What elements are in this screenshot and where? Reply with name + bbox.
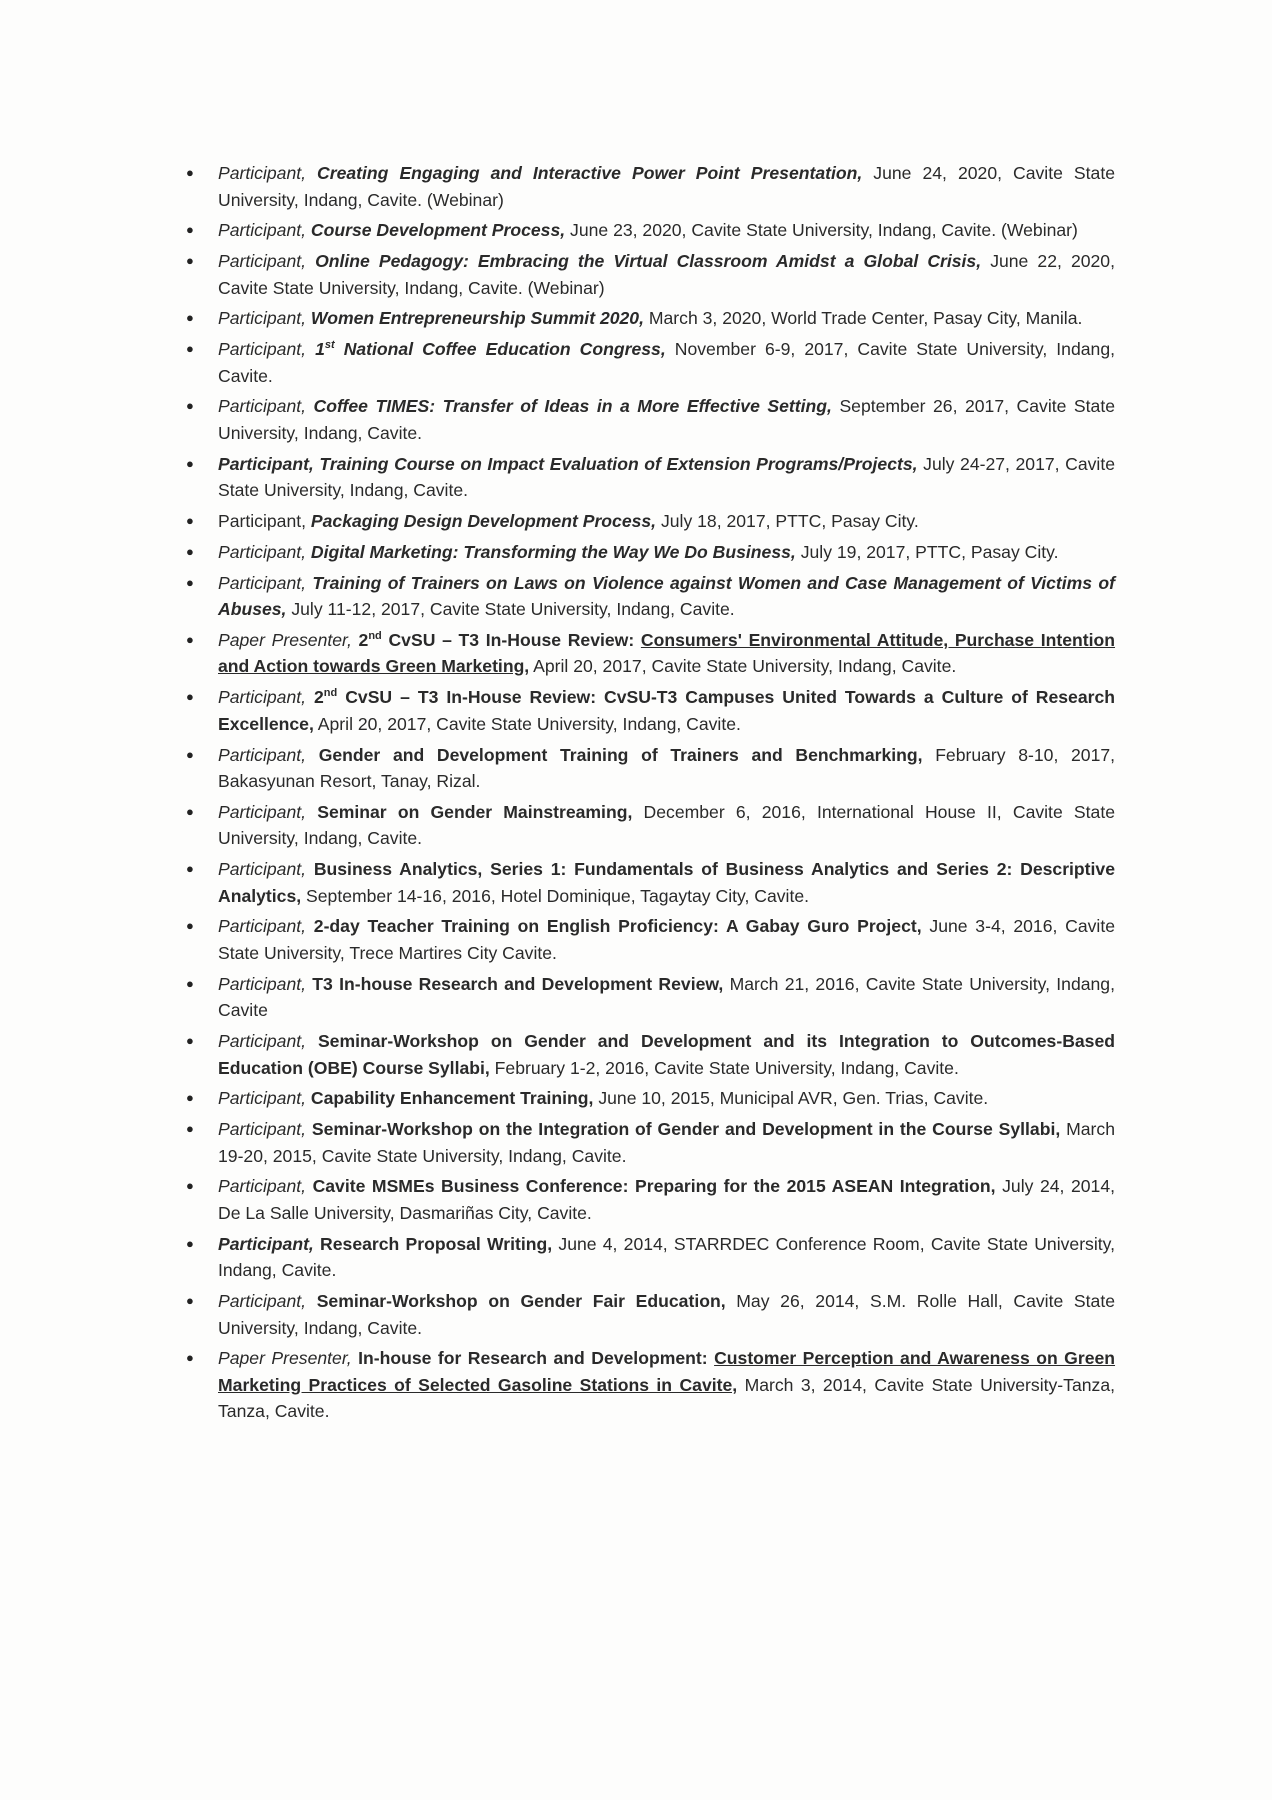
ordinal-suffix: nd: [323, 687, 338, 700]
bullet-icon: ●: [186, 513, 194, 529]
ordinal-suffix: st: [324, 339, 335, 352]
entry-role: Participant,: [218, 916, 307, 937]
bullet-icon: ●: [186, 574, 194, 590]
entry-role: Paper Presenter,: [218, 1348, 352, 1369]
entry-title-ordinal: [314, 687, 337, 707]
entry-title: Seminar-Workshop on Gender Fair Education,: [316, 1291, 726, 1312]
entry-role: Participant,: [218, 1233, 314, 1254]
bullet-icon: ●: [186, 1121, 194, 1137]
entry-details: April 20, 2017, Cavite State University, Indang, Cavite.: [533, 656, 957, 677]
entry-title: Packaging Design Development Process,: [310, 511, 657, 532]
entry-role: Participant,: [218, 541, 307, 562]
entry-details: July 24-27, 2017, Cavite State University, Indang, Cavite.: [218, 453, 1116, 501]
entry-role: Paper Presenter,: [218, 629, 352, 650]
bullet-icon: ●: [186, 861, 194, 877]
entry-role: Participant,: [218, 511, 307, 532]
entry-role: Participant,: [218, 859, 307, 880]
entry-details: February 1-2, 2016, Cavite State University, Indang, Cavite.: [494, 1057, 959, 1078]
entry-details: July 11-12, 2017, Cavite State University, Indang, Cavite.: [291, 599, 735, 620]
entry-title: Research Proposal Writing,: [320, 1233, 553, 1254]
entry-role: Participant,: [218, 744, 307, 765]
entry-details: June 24, 2020, Cavite State University, Indang, Cavite. (Webinar): [218, 163, 1116, 210]
entry-title: Digital Marketing: Transforming the Way We Do Business,: [310, 541, 796, 562]
entry-role: Participant,: [218, 973, 307, 994]
bullet-icon: ●: [186, 165, 194, 180]
entry-role: Participant,: [218, 1088, 307, 1109]
ordinal-number: 2: [358, 629, 369, 650]
entry-details: March 19-20, 2015, Cavite State University, Indang, Cavite.: [218, 1119, 1115, 1166]
entry-event: In-house for Research and Development:: [358, 1348, 708, 1369]
entry-details: March 3, 2020, World Trade Center, Pasay City, Manila.: [648, 308, 1083, 329]
bullet-icon: ●: [186, 975, 194, 991]
bullet-icon: ●: [186, 398, 194, 414]
list-item: [185, 1085, 1115, 1112]
ordinal-number: 1: [315, 339, 325, 360]
entry-role: Participant,: [218, 453, 314, 474]
entry-title-ordinal: [315, 339, 335, 359]
list-item: [185, 305, 1115, 332]
bullet-icon: ●: [186, 1350, 194, 1366]
bullet-icon: ●: [186, 918, 194, 934]
list-item: [185, 856, 1115, 909]
list-item: [185, 1288, 1115, 1341]
entry-details: May 26, 2014, S.M. Rolle Hall, Cavite State University, Indang, Cavite.: [218, 1291, 1116, 1338]
bullet-icon: ●: [186, 1033, 194, 1049]
entry-title: Consumers' Environmental Attitude, Purchase Intention and Action towards Green Marketing,: [218, 629, 1115, 677]
entry-details: June 10, 2015, Municipal AVR, Gen. Trias, Cavite.: [598, 1088, 989, 1109]
entry-title: Capability Enhancement Training,: [310, 1088, 594, 1109]
entry-title: Seminar on Gender Mainstreaming,: [317, 801, 633, 822]
entry-title: Course Development Process,: [310, 220, 566, 241]
entry-role: Participant,: [218, 1031, 307, 1052]
entry-title: Creating Engaging and Interactive Power Point Presentation,: [317, 163, 863, 183]
entry-event: CvSU – T3 In-House Review:: [388, 629, 635, 650]
bullet-icon: ●: [186, 222, 194, 238]
bullet-icon: ●: [186, 631, 194, 647]
entry-details: June 23, 2020, Cavite State University, Indang, Cavite. (Webinar): [570, 220, 1078, 241]
entry-title: Cavite MSMEs Business Conference: Preparing for the 2015 ASEAN Integration,: [312, 1176, 996, 1197]
entry-title: Coffee TIMES: Transfer of Ideas in a More Effective Setting,: [313, 396, 832, 417]
entry-details: April 20, 2017, Cavite State University, Indang, Cavite.: [317, 713, 741, 734]
entry-title: National Coffee Education Congress,: [343, 339, 666, 360]
list-item: [185, 217, 1115, 244]
entry-details: December 6, 2016, International House II, Cavite State University, Indang, Cavite.: [218, 801, 1115, 849]
bullet-icon: ●: [186, 1090, 194, 1106]
entry-title: CvSU – T3 In-House Review: CvSU-T3 Campuses United Towards a Culture of Research Excellence,: [218, 687, 1115, 734]
bullet-icon: ●: [186, 455, 194, 471]
list-item: [185, 742, 1115, 795]
entry-title: Business Analytics, Series 1: Fundamentals of Business Analytics and Series 2: Descriptive Analytics,: [218, 859, 1115, 906]
ordinal-number: 2: [313, 687, 324, 708]
list-item: [185, 799, 1115, 852]
bullet-icon: ●: [186, 543, 194, 559]
entry-title: Gender and Development Training of Trainers and Benchmarking,: [318, 744, 923, 765]
entry-role: Participant,: [218, 339, 307, 360]
entry-role: Participant,: [218, 163, 307, 183]
ordinal-suffix: nd: [368, 630, 382, 643]
entry-role: Participant,: [218, 1119, 307, 1140]
entry-details: March 21, 2016, Cavite State University, Indang, Cavite: [218, 973, 1115, 1021]
list-item: [185, 1116, 1115, 1169]
entry-details: September 14-16, 2016, Hotel Dominique, Tagaytay City, Cavite.: [306, 885, 810, 906]
list-item: [185, 971, 1115, 1024]
entry-details: February 8-10, 2017, Bakasyunan Resort, Tanay, Rizal.: [218, 744, 1116, 792]
list-item: [185, 160, 1115, 213]
entry-details: June 4, 2014, STARRDEC Conference Room, Cavite State University, Indang, Cavite.: [218, 1233, 1116, 1281]
bullet-icon: ●: [186, 253, 194, 269]
entry-role: Participant,: [218, 801, 307, 822]
entry-details: July 19, 2017, PTTC, Pasay City.: [800, 541, 1059, 562]
entry-title: Seminar-Workshop on the Integration of Gender and Development in the Course Syllabi,: [311, 1119, 1061, 1140]
list-item: [185, 684, 1115, 737]
entry-details: November 6-9, 2017, Cavite State University, Indang, Cavite.: [218, 339, 1115, 386]
entry-title: Training Course on Impact Evaluation of Extension Programs/Projects,: [319, 453, 918, 474]
entry-details: June 3-4, 2016, Cavite State University, Trece Martires City Cavite.: [218, 916, 1116, 963]
entry-role: Participant,: [218, 687, 307, 708]
entry-details: June 22, 2020, Cavite State University, Indang, Cavite. (Webinar): [218, 251, 1115, 298]
list-item: [185, 627, 1115, 680]
entry-details: July 18, 2017, PTTC, Pasay City.: [660, 511, 919, 532]
list-item: [185, 248, 1115, 301]
entry-details: September 26, 2017, Cavite State University, Indang, Cavite.: [218, 396, 1116, 443]
list-item: [185, 1231, 1115, 1284]
list-item: [185, 1173, 1115, 1226]
list-item: [185, 336, 1115, 389]
entry-details: March 3, 2014, Cavite State University-Tanza, Tanza, Cavite.: [218, 1374, 1116, 1422]
entry-role: Participant,: [218, 1291, 307, 1312]
bullet-icon: ●: [186, 1235, 194, 1251]
entry-title: Women Entrepreneurship Summit 2020,: [310, 308, 644, 329]
entry-title: Online Pedagogy: Embracing the Virtual Classroom Amidst a Global Crisis,: [315, 251, 982, 272]
entry-title: 2-day Teacher Training on English Proficiency: A Gabay Guro Project,: [313, 916, 922, 937]
bullet-icon: ●: [186, 341, 194, 357]
seminar-list: [185, 160, 1115, 1429]
list-item: [185, 508, 1115, 535]
entry-title: Customer Perception and Awareness on Green Marketing Practices of Selected Gasoline Stations in Cavite,: [218, 1348, 1116, 1395]
entry-title: Training of Trainers on Laws on Violence against Women and Case Management of Victims of Abuses,: [218, 572, 1115, 620]
list-item: [185, 570, 1115, 623]
list-item: [185, 913, 1115, 966]
entry-title: Seminar-Workshop on Gender and Development and its Integration to Outcomes-Based Education (OBE) Course Syllabi,: [218, 1031, 1115, 1078]
list-item: [185, 451, 1115, 504]
entry-role: Participant,: [218, 220, 307, 241]
entry-role: Participant,: [218, 572, 307, 593]
bullet-icon: ●: [186, 1178, 194, 1194]
bullet-icon: ●: [186, 746, 194, 762]
bullet-icon: ●: [186, 803, 194, 819]
list-item: [185, 1345, 1115, 1425]
bullet-icon: ●: [186, 1293, 194, 1309]
entry-title: T3 In-house Research and Development Review,: [312, 973, 724, 994]
list-item: [185, 539, 1115, 566]
entry-details: July 24, 2014, De La Salle University, Dasmariñas City, Cavite.: [218, 1176, 1115, 1223]
entry-event-ordinal: [359, 630, 382, 650]
bullet-icon: ●: [186, 310, 194, 326]
entry-role: Participant,: [218, 1176, 307, 1197]
list-item: [185, 393, 1115, 446]
entry-role: Participant,: [218, 251, 307, 272]
list-item: [185, 1028, 1115, 1081]
bullet-icon: ●: [186, 689, 194, 705]
entry-role: Participant,: [218, 396, 307, 417]
entry-role: Participant,: [218, 308, 307, 329]
